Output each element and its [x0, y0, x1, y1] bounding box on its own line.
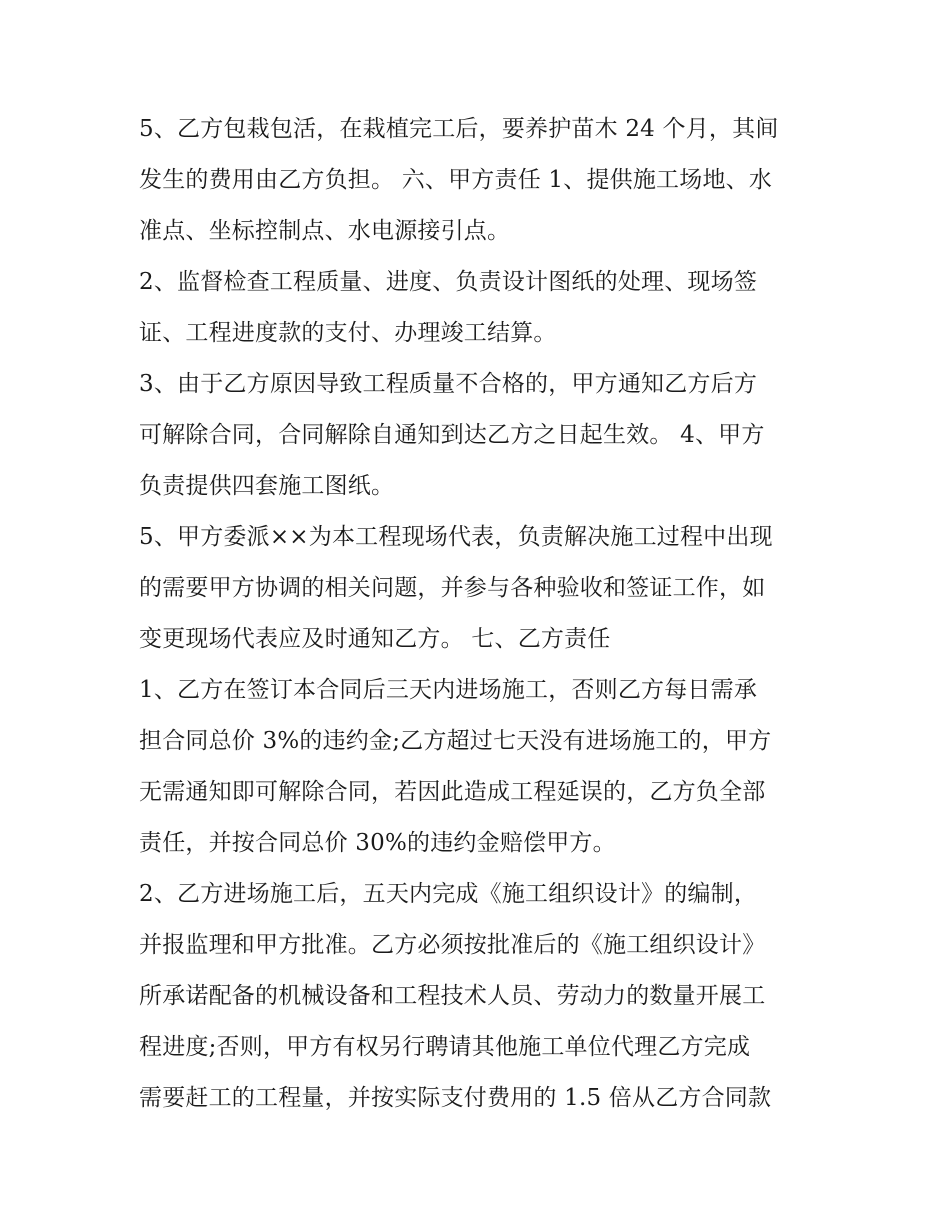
text-line: 所承诺配备的机械设备和工程技术人员、劳动力的数量开展工 — [139, 983, 766, 1009]
text-line: 无需通知即可解除合同，若因此造成工程延误的，乙方负全部 — [139, 779, 766, 805]
paragraph-termination — [139, 359, 819, 512]
text-line: 2、监督检查工程质量、进度、负责设计图纸的处理、现场签 — [139, 269, 758, 295]
text-line: 可解除合同，合同解除自通知到达乙方之日起生效。 4、甲方 — [139, 422, 765, 448]
text-line: 2、乙方进场施工后，五天内完成《施工组织设计》的编制， — [139, 881, 758, 907]
text-line: 需要赶工的工程量，并按实际支付费用的 1.5 倍从乙方合同款 — [139, 1085, 772, 1111]
text-line: 3、由于乙方原因导致工程质量不合格的，甲方通知乙方后方 — [139, 371, 758, 397]
text-line: 5、甲方委派××为本工程现场代表，负责解决施工过程中出现 — [139, 524, 773, 550]
text-line: 1、乙方在签订本合同后三天内进场施工，否则乙方每日需承 — [139, 677, 758, 703]
text-line: 担合同总价 3%的违约金;乙方超过七天没有进场施工的，甲方 — [139, 728, 772, 754]
text-line: 5、乙方包栽包活，在栽植完工后，要养护苗木 24 个月，其间 — [139, 116, 779, 142]
text-line: 证、工程进度款的支付、办理竣工结算。 — [139, 320, 557, 346]
paragraph-site-representative — [139, 512, 819, 665]
text-line: 并报监理和甲方批准。乙方必须按批准后的《施工组织设计》 — [139, 932, 766, 958]
text-line: 发生的费用由乙方负担。 六、甲方责任 1、提供施工场地、水 — [139, 167, 773, 193]
document-body — [139, 104, 819, 1124]
text-line: 程进度;否则，甲方有权另行聘请其他施工单位代理乙方完成 — [139, 1034, 751, 1060]
text-line: 责任，并按合同总价 30%的违约金赔偿甲方。 — [139, 830, 616, 856]
text-line: 变更现场代表应及时通知乙方。 七、乙方责任 — [139, 626, 611, 652]
paragraph-entry-deadline — [139, 665, 819, 869]
paragraph-construction-plan — [139, 869, 819, 1124]
paragraph-maintenance — [139, 104, 819, 257]
paragraph-supervision — [139, 257, 819, 359]
text-line: 的需要甲方协调的相关问题，并参与各种验收和签证工作，如 — [139, 575, 766, 601]
text-line: 准点、坐标控制点、水电源接引点。 — [139, 218, 511, 244]
text-line: 负责提供四套施工图纸。 — [139, 473, 395, 499]
